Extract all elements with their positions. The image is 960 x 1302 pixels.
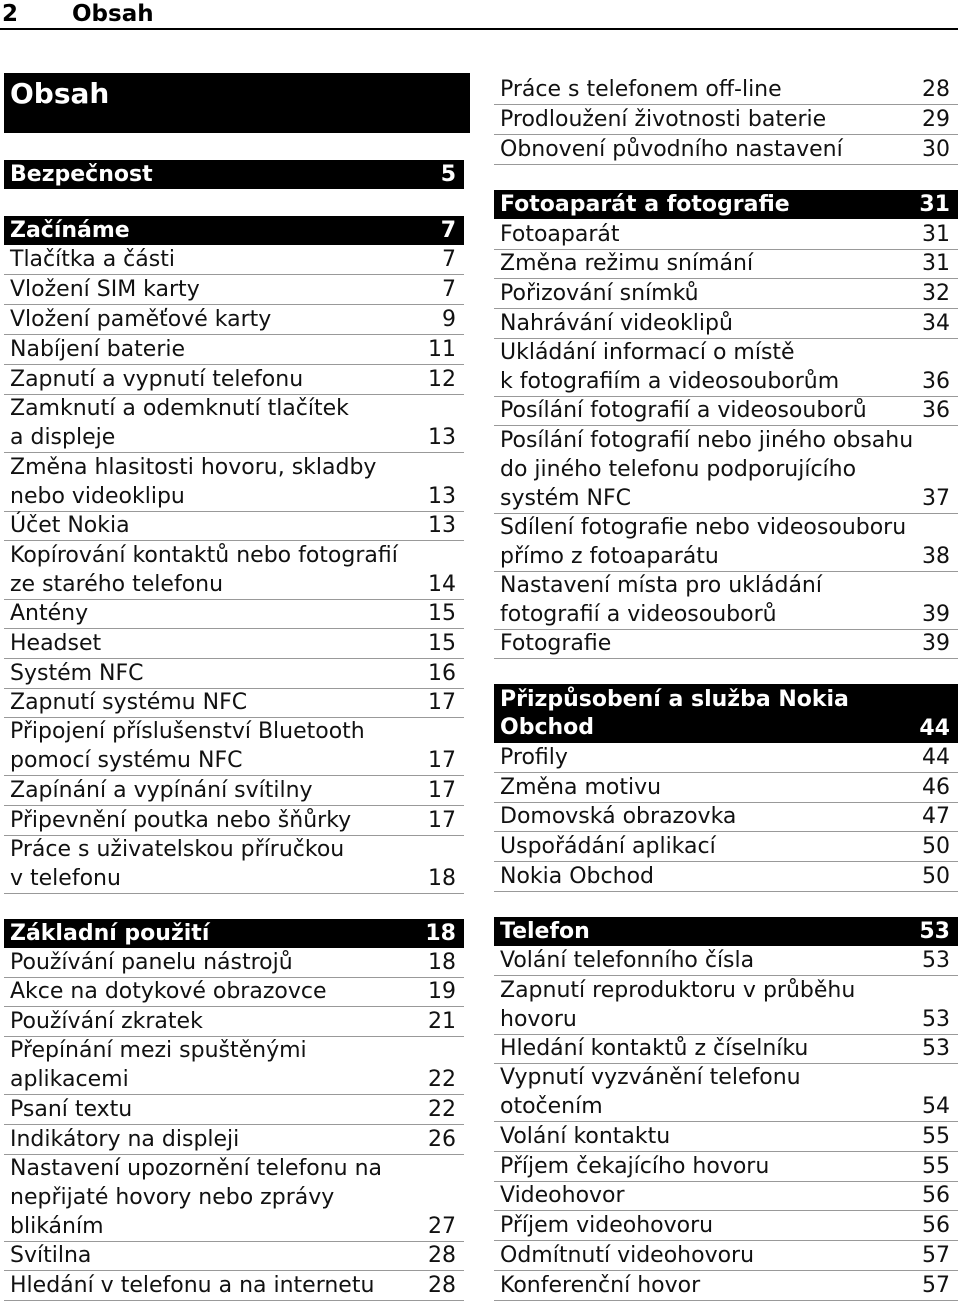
toc-page-number: 39: [922, 631, 950, 656]
toc-entry[interactable]: [4, 1155, 464, 1242]
toc-page-number: 17: [428, 778, 456, 803]
toc-entry[interactable]: [494, 630, 958, 659]
toc-page-number: 27: [428, 1214, 456, 1239]
toc-page-number: 13: [428, 484, 456, 509]
toc-entry-title: Práce s telefonem off-line: [500, 77, 782, 102]
toc-entry[interactable]: [494, 1241, 958, 1271]
toc-page-number: 7: [442, 247, 456, 272]
toc-entry-title: Kopírování kontaktů nebo fotografií ze starého telefonu: [10, 543, 398, 597]
toc-entry-title: Příjem čekajícího hovoru: [500, 1154, 770, 1179]
toc-entry-title: Připojení příslušenství Bluetooth pomocí systému NFC: [10, 719, 365, 773]
toc-section-title: Začínáme: [10, 218, 130, 243]
toc-entry[interactable]: [4, 1007, 464, 1037]
toc-entry[interactable]: [494, 832, 958, 862]
toc-entry[interactable]: [494, 1271, 958, 1301]
toc-entry-title: Změna motivu: [500, 775, 662, 800]
toc-entry-title: Nabíjení baterie: [10, 337, 186, 362]
toc-entry-title: Změna hlasitosti hovoru, skladby nebo videoklipu: [10, 455, 377, 509]
toc-entry[interactable]: [494, 105, 958, 135]
toc-entry-title: Posílání fotografií a videosouborů: [500, 398, 867, 423]
toc-entry[interactable]: [494, 1035, 958, 1064]
toc-entry-title: Práce s uživatelskou příručkou v telefonu: [10, 837, 345, 891]
toc-page-number: 7: [442, 277, 456, 302]
toc-page-number: 15: [428, 601, 456, 626]
toc-entry-title: Headset: [10, 631, 102, 656]
toc-section-heading[interactable]: [494, 190, 958, 219]
toc-entry[interactable]: [4, 948, 464, 978]
toc-entry-title: Odmítnutí videohovoru: [500, 1243, 755, 1268]
toc-page-number: 28: [922, 77, 950, 102]
toc-column-left: [4, 0, 464, 1302]
toc-entry-title: Zapnutí systému NFC: [10, 690, 248, 715]
toc-entry-title: Vypnutí vyzvánění telefonu otočením: [500, 1065, 801, 1119]
toc-page-number: 9: [442, 307, 456, 332]
toc-entry[interactable]: [494, 976, 958, 1035]
toc-entry[interactable]: [494, 279, 958, 309]
toc-entry[interactable]: [4, 1271, 464, 1301]
toc-page-number: 44: [922, 745, 950, 770]
toc-entry-title: Používání zkratek: [10, 1009, 203, 1034]
toc-page-number: 18: [425, 921, 456, 946]
toc-entry[interactable]: [4, 689, 464, 718]
toc-page-number: 28: [428, 1243, 456, 1268]
toc-section-heading[interactable]: [4, 919, 464, 948]
toc-page-number: 53: [922, 1007, 950, 1032]
toc-page-number: 18: [428, 866, 456, 891]
toc-entry-title: Změna režimu snímání: [500, 251, 754, 276]
toc-entry-title: Tlačítka a části: [10, 247, 175, 272]
toc-page-number: 28: [428, 1273, 456, 1298]
toc-entry-title: Volání telefonního čísla: [500, 948, 755, 973]
toc-entry[interactable]: [494, 1122, 958, 1152]
toc-entry[interactable]: [4, 1242, 464, 1271]
page-title: Obsah: [4, 73, 470, 133]
toc-entry[interactable]: [4, 806, 464, 836]
toc-section-title: Bezpečnost: [10, 162, 153, 187]
toc-page-number: 16: [428, 661, 456, 686]
toc-page-number: 26: [428, 1127, 456, 1152]
toc-page-number: 13: [428, 513, 456, 538]
toc-entry[interactable]: [494, 1152, 958, 1182]
toc-entry[interactable]: [4, 453, 464, 512]
toc-entry[interactable]: [494, 514, 958, 572]
toc-section-title: Základní použití: [10, 921, 210, 946]
toc-page-number: 17: [428, 690, 456, 715]
toc-entry-title: Indikátory na displeji: [10, 1127, 240, 1152]
toc-entry[interactable]: [4, 1037, 464, 1095]
toc-page-number: 32: [922, 281, 950, 306]
toc-entry[interactable]: [494, 135, 958, 165]
toc-entry[interactable]: [4, 1095, 464, 1125]
toc-page-number: 50: [922, 834, 950, 859]
toc-entry[interactable]: [4, 305, 464, 335]
toc-entry[interactable]: [494, 773, 958, 803]
toc-entry[interactable]: [4, 836, 464, 894]
toc-entry[interactable]: [4, 335, 464, 365]
toc-entry-title: Používání panelu nástrojů: [10, 950, 293, 975]
toc-entry-title: Účet Nokia: [10, 513, 130, 538]
toc-page-number: 13: [428, 425, 456, 450]
toc-entry-title: Nastavení upozornění telefonu na nepřijaté hovory nebo zprávy blikáním: [10, 1156, 382, 1239]
toc-entry[interactable]: [4, 245, 464, 275]
toc-page-number: 53: [922, 1036, 950, 1061]
toc-page-number: 56: [922, 1213, 950, 1238]
toc-page-number: 14: [428, 572, 456, 597]
toc-page-number: 53: [919, 919, 950, 944]
toc-page-number: 31: [922, 222, 950, 247]
toc-entry[interactable]: [4, 629, 464, 659]
toc-entry-title: Svítilna: [10, 1243, 92, 1268]
toc-page-number: 31: [922, 251, 950, 276]
toc-entry-title: Videohovor: [500, 1183, 625, 1208]
toc-entry-title: Psaní textu: [10, 1097, 133, 1122]
toc-page-number: 5: [440, 162, 456, 187]
toc-page-number: 47: [922, 804, 950, 829]
toc-section-heading[interactable]: [494, 917, 958, 946]
toc-page-number: 53: [922, 948, 950, 973]
toc-page-number: 15: [428, 631, 456, 656]
toc-entry-title: Zapnutí a vypnutí telefonu: [10, 367, 304, 392]
toc-entry[interactable]: [494, 946, 958, 976]
toc-page-number: 11: [428, 337, 456, 362]
toc-entry[interactable]: [494, 862, 958, 892]
page-number: 2: [2, 1, 19, 27]
toc-section-title: Přizpůsobení a služba Nokia Obchod: [500, 687, 849, 740]
toc-entry-title: Vložení paměťové karty: [10, 307, 272, 332]
toc-entry[interactable]: [4, 776, 464, 806]
toc-entry-title: Obnovení původního nastavení: [500, 137, 843, 162]
toc-entry[interactable]: [4, 395, 464, 453]
toc-entry[interactable]: [494, 572, 958, 630]
toc-page-number: 39: [922, 602, 950, 627]
toc-page-number: 29: [922, 107, 950, 132]
toc-entry[interactable]: [4, 718, 464, 776]
toc-section-heading[interactable]: [4, 216, 464, 245]
toc-entry[interactable]: [4, 541, 464, 600]
toc-entry[interactable]: [494, 220, 958, 250]
toc-entry-title: Nahrávání videoklipů: [500, 311, 733, 336]
toc-entry[interactable]: [494, 309, 958, 339]
toc-entry[interactable]: [4, 600, 464, 629]
toc-entry-title: Domovská obrazovka: [500, 804, 737, 829]
toc-entry[interactable]: [4, 365, 464, 395]
toc-entry-title: Hledání kontaktů z číselníku: [500, 1036, 809, 1061]
toc-entry-title: Zapnutí reproduktoru v průběhu hovoru: [500, 978, 856, 1032]
toc-page-number: 57: [922, 1273, 950, 1298]
toc-entry-title: Prodloužení životnosti baterie: [500, 107, 827, 132]
toc-entry-title: Zapínání a vypínání svítilny: [10, 778, 313, 803]
toc-entry[interactable]: [494, 1064, 958, 1122]
toc-page-number: 46: [922, 775, 950, 800]
toc-entry[interactable]: [494, 743, 958, 773]
toc-entry[interactable]: [494, 803, 958, 832]
toc-page-number: 31: [919, 192, 950, 217]
toc-entry-title: Akce na dotykové obrazovce: [10, 979, 327, 1004]
toc-page-number: 36: [922, 369, 950, 394]
toc-page-number: 12: [428, 367, 456, 392]
toc-entry[interactable]: [4, 1125, 464, 1155]
toc-page-number: 30: [922, 137, 950, 162]
toc-entry-title: Přepínání mezi spuštěnými aplikacemi: [10, 1038, 307, 1092]
toc-entry[interactable]: [494, 75, 958, 105]
toc-entry-title: Uspořádání aplikací: [500, 834, 716, 859]
toc-section-title: Telefon: [500, 919, 590, 944]
toc-page-number: 55: [922, 1154, 950, 1179]
toc-entry-title: Systém NFC: [10, 661, 144, 686]
toc-page-number: 17: [428, 748, 456, 773]
toc-entry-title: Posílání fotografií nebo jiného obsahu do jiného telefonu podporujícího systém NFC: [500, 428, 914, 511]
toc-page-number: 50: [922, 864, 950, 889]
toc-section-title: Fotoaparát a fotografie: [500, 192, 790, 217]
toc-entry[interactable]: [494, 339, 958, 397]
running-header-title: Obsah: [72, 1, 154, 27]
toc-page-number: 44: [919, 716, 950, 741]
toc-entry-title: Nokia Obchod: [500, 864, 654, 889]
toc-entry[interactable]: [494, 1182, 958, 1211]
toc-page-number: 17: [428, 808, 456, 833]
toc-entry-title: Ukládání informací o místě k fotografiím a videosouborům: [500, 340, 840, 394]
toc-section-heading[interactable]: [4, 160, 464, 189]
toc-entry-title: Vložení SIM karty: [10, 277, 200, 302]
toc-page-number: 34: [922, 311, 950, 336]
toc-entry[interactable]: [494, 397, 958, 426]
toc-entry-title: Antény: [10, 601, 89, 626]
toc-page-number: 37: [922, 486, 950, 511]
toc-entry-title: Fotografie: [500, 631, 612, 656]
toc-entry[interactable]: [4, 978, 464, 1007]
toc-entry-title: Zamknutí a odemknutí tlačítek a displeje: [10, 396, 349, 450]
toc-page-number: 56: [922, 1183, 950, 1208]
toc-page-number: 57: [922, 1243, 950, 1268]
toc-entry-title: Volání kontaktu: [500, 1124, 671, 1149]
toc-page-number: 7: [440, 218, 456, 243]
toc-entry-title: Hledání v telefonu a na internetu: [10, 1273, 375, 1298]
toc-page-number: 54: [922, 1094, 950, 1119]
toc-page-number: 21: [428, 1009, 456, 1034]
toc-entry-title: Sdílení fotografie nebo videosouboru přímo z fotoaparátu: [500, 515, 907, 569]
toc-column-right: [494, 0, 958, 1302]
toc-entry-title: Konferenční hovor: [500, 1273, 701, 1298]
toc-entry[interactable]: [494, 1211, 958, 1241]
toc-page-number: 36: [922, 398, 950, 423]
toc-page-number: 38: [922, 544, 950, 569]
toc-entry-title: Fotoaparát: [500, 222, 620, 247]
toc-page-number: 22: [428, 1097, 456, 1122]
toc-entry-title: Nastavení místa pro ukládání fotografií a videosouborů: [500, 573, 822, 627]
toc-entry-title: Pořizování snímků: [500, 281, 699, 306]
toc-entry[interactable]: [494, 426, 958, 514]
toc-entry-title: Profily: [500, 745, 568, 770]
toc-page-number: 55: [922, 1124, 950, 1149]
toc-entry[interactable]: [494, 250, 958, 279]
toc-entry[interactable]: [4, 275, 464, 305]
toc-entry[interactable]: [4, 659, 464, 689]
toc-page-number: 22: [428, 1067, 456, 1092]
toc-section-heading[interactable]: [494, 684, 958, 743]
toc-page-number: 19: [428, 979, 456, 1004]
toc-entry-title: Připevnění poutka nebo šňůrky: [10, 808, 352, 833]
toc-entry[interactable]: [4, 512, 464, 541]
toc-entry-title: Příjem videohovoru: [500, 1213, 714, 1238]
toc-page-number: 18: [428, 950, 456, 975]
